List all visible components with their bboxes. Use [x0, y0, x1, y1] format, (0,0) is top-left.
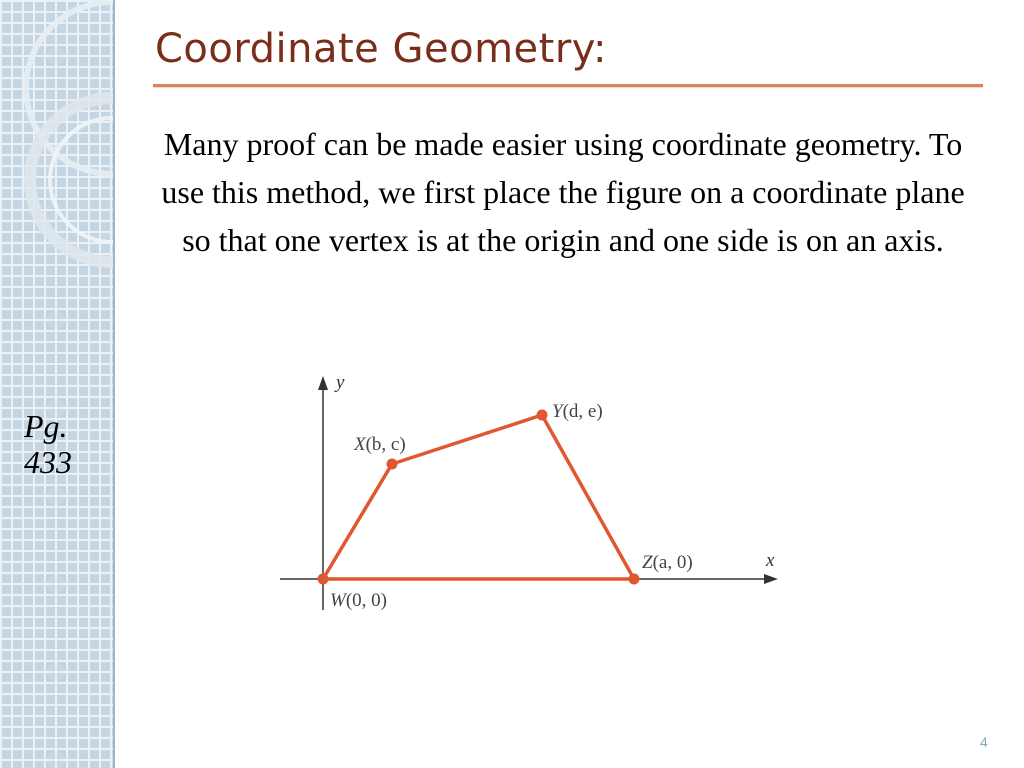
body-paragraph: Many proof can be made easier using coordinate geometry. To use this method, we first place the figure on a coordinate plane so that one vertex is at the origin and one side is on an axis.: [161, 126, 965, 258]
label-y-coords: (d, e): [562, 401, 603, 422]
label-x-coords: (b, c): [365, 434, 406, 455]
label-z-coords: (a, 0): [652, 552, 693, 573]
label-z: [642, 552, 693, 573]
vertex-w: [318, 574, 329, 585]
page-reference: [24, 408, 94, 480]
vertex-y: [537, 410, 548, 421]
x-axis-label: x: [766, 550, 775, 571]
page-reference-label: Pg.: [24, 408, 68, 444]
page-title: Coordinate Geometry:: [155, 26, 608, 72]
y-axis-label: y: [336, 372, 345, 393]
label-w-name: W: [330, 590, 346, 611]
title-divider: [153, 84, 983, 87]
label-y-name: Y: [552, 401, 563, 422]
vertex-z: [629, 574, 640, 585]
label-y: [552, 401, 603, 422]
label-z-name: Z: [642, 552, 653, 573]
coordinate-diagram: [270, 360, 810, 620]
slide-number: 4: [980, 734, 988, 750]
y-axis-arrowhead: [318, 376, 328, 390]
label-x-name: X: [354, 434, 366, 455]
x-axis-arrowhead: [764, 574, 778, 584]
label-x: [353, 434, 406, 455]
label-w-coords: (0, 0): [345, 590, 387, 611]
decorative-side-strip: [0, 0, 115, 768]
vertex-x: [387, 459, 398, 470]
page-reference-number: 433: [24, 444, 72, 480]
label-w: [330, 590, 387, 611]
decorative-rings: [0, 0, 113, 768]
